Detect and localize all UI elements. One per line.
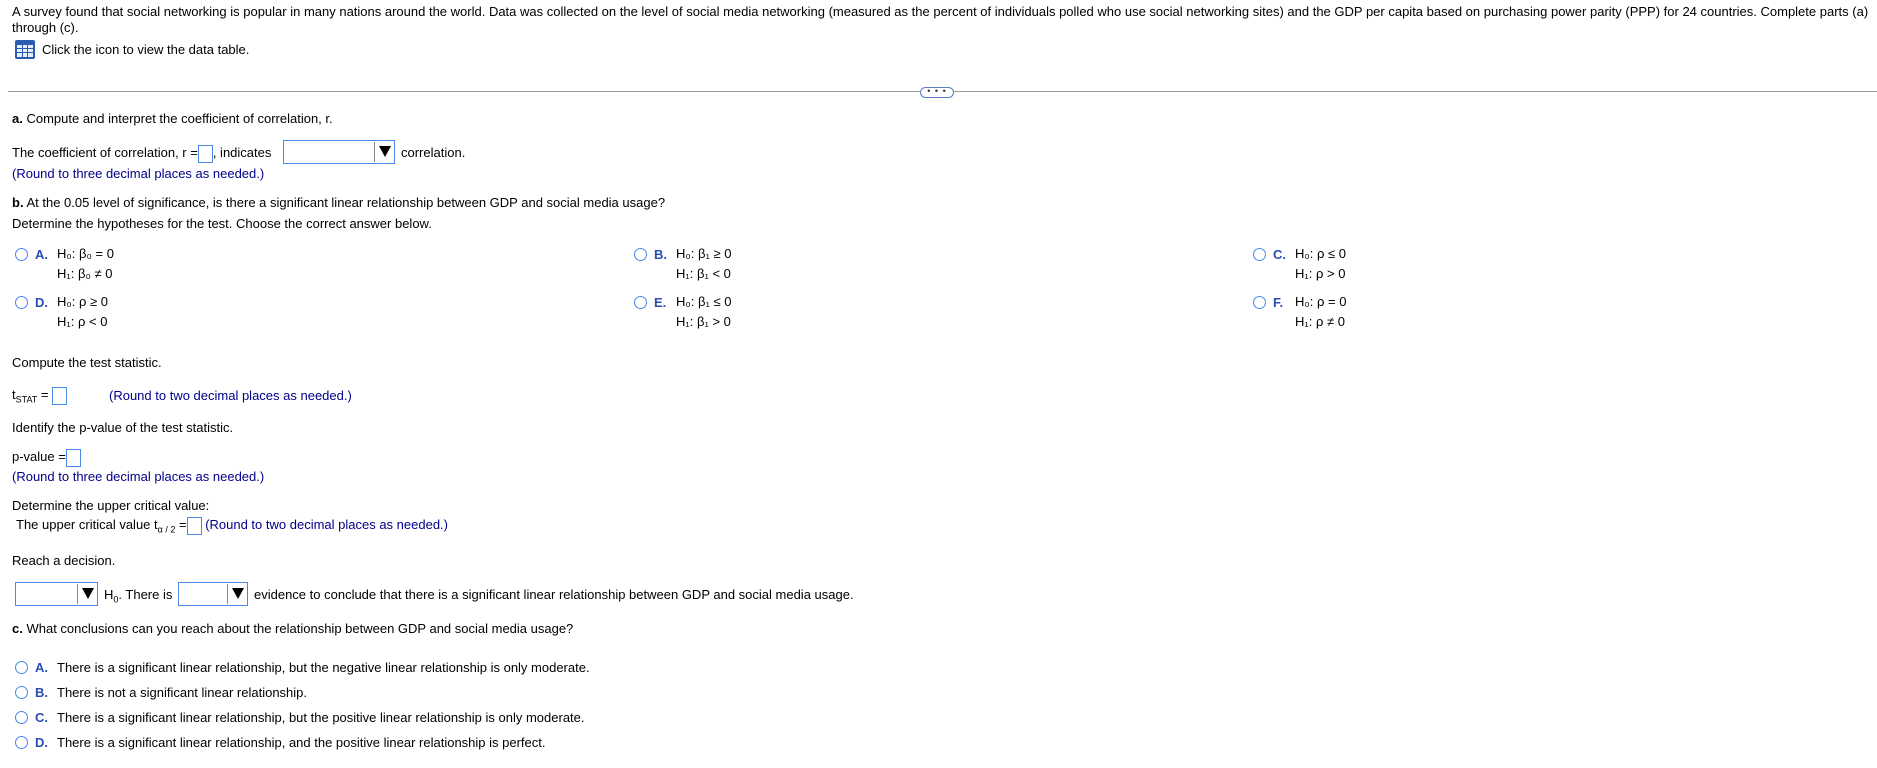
decision-h0: H [104, 587, 114, 602]
option-a-h1: H₁: β₀ ≠ 0 [57, 266, 113, 281]
decision-evidence-dropdown[interactable] [178, 582, 248, 606]
critical-prompt: Determine the upper critical value: [12, 498, 210, 513]
option-f-hypotheses [1295, 292, 1346, 332]
option-e-h1: H₁: β₁ > 0 [676, 314, 731, 329]
conclusion-c-letter: C. [35, 710, 48, 725]
part-a-prefix: a. [12, 111, 23, 126]
conclusion-b-text: There is not a significant linear relationship. [57, 685, 308, 700]
tstat-sub: STAT [15, 394, 38, 405]
data-table-link[interactable]: Click the icon to view the data table. [42, 42, 250, 57]
option-b-hypotheses [676, 244, 731, 284]
part-b-question-text: At the 0.05 level of significance, is there a significant linear relationship between GDP and social media usage? [26, 195, 666, 210]
chevron-down-icon [77, 584, 96, 604]
part-c-prefix: c. [12, 621, 23, 636]
conclusion-b-radio[interactable] [15, 686, 28, 699]
option-f-h0: H₀: ρ = 0 [1295, 294, 1347, 309]
option-c-h1: H₁: ρ > 0 [1295, 266, 1346, 281]
tstat-input[interactable] [52, 387, 67, 405]
correlation-strength-dropdown[interactable] [283, 140, 395, 164]
pvalue-label: p-value = [12, 449, 66, 464]
tstat-label: t [12, 387, 16, 402]
part-a-question [12, 111, 333, 126]
option-c-h0: H₀: ρ ≤ 0 [1295, 246, 1346, 261]
option-b-h1: H₁: β₁ < 0 [676, 266, 731, 281]
correlation-input[interactable] [198, 145, 213, 163]
option-d-h0: H₀: ρ ≥ 0 [57, 294, 108, 309]
option-f-letter: F. [1273, 295, 1284, 310]
critical-hint: (Round to two decimal places as needed.) [205, 517, 448, 532]
critical-label: The upper critical value t [16, 517, 158, 532]
hypotheses-instruction: Determine the hypotheses for the test. Choose the correct answer below. [12, 216, 432, 231]
critical-row [16, 516, 448, 539]
option-b-radio[interactable] [634, 248, 647, 261]
option-a-h0: H₀: β₀ = 0 [57, 246, 114, 261]
conclusion-a-radio[interactable] [15, 661, 28, 674]
option-c-hypotheses [1295, 244, 1346, 284]
decision-mid: . There is [118, 587, 173, 602]
critical-sub: α / 2 [157, 524, 176, 535]
option-f-radio[interactable] [1253, 296, 1266, 309]
correlation-label: The coefficient of correlation, r = [12, 145, 198, 160]
option-c-letter: C. [1273, 247, 1286, 262]
tstat-hint: (Round to two decimal places as needed.) [109, 388, 352, 403]
pvalue-row [12, 448, 81, 467]
tstat-row [12, 386, 67, 409]
expand-toggle[interactable]: • • • [920, 87, 954, 98]
critical-input[interactable] [187, 517, 202, 535]
data-table-icon[interactable] [15, 40, 35, 59]
pvalue-hint: (Round to three decimal places as needed.) [12, 469, 265, 484]
chevron-down-icon [374, 142, 393, 162]
correlation-end: correlation. [401, 145, 466, 160]
option-e-h0: H₀: β₁ ≤ 0 [676, 294, 732, 309]
option-d-radio[interactable] [15, 296, 28, 309]
conclusion-d-letter: D. [35, 735, 48, 750]
part-a-hint: (Round to three decimal places as needed.) [12, 166, 265, 181]
option-f-h1: H₁: ρ ≠ 0 [1295, 314, 1345, 329]
conclusion-d-radio[interactable] [15, 736, 28, 749]
critical-eq: = [175, 517, 187, 532]
conclusion-a-text: There is a significant linear relationship, but the negative linear relationship is only moderate. [57, 660, 590, 675]
pvalue-input[interactable] [66, 449, 81, 467]
option-a-hypotheses [57, 244, 114, 284]
option-d-hypotheses [57, 292, 108, 332]
conclusion-a-letter: A. [35, 660, 48, 675]
correlation-indicates: , indicates [212, 145, 272, 160]
conclusion-d-text: There is a significant linear relationship, and the positive linear relationship is perfect. [57, 735, 546, 750]
option-d-letter: D. [35, 295, 48, 310]
decision-prompt: Reach a decision. [12, 553, 116, 568]
decision-h0-text [104, 587, 172, 605]
part-b-prefix: b. [12, 195, 24, 210]
decision-end: evidence to conclude that there is a significant linear relationship between GDP and social media usage. [254, 587, 854, 602]
option-b-h0: H₀: β₁ ≥ 0 [676, 246, 732, 261]
tstat-eq: = [37, 387, 49, 402]
option-b-letter: B. [654, 247, 667, 262]
option-e-hypotheses [676, 292, 731, 332]
part-c-question-text: What conclusions can you reach about the relationship between GDP and social media usage? [26, 621, 574, 636]
option-e-radio[interactable] [634, 296, 647, 309]
chevron-down-icon [227, 584, 246, 604]
part-a-question-text: Compute and interpret the coefficient of correlation, r. [26, 111, 333, 126]
test-stat-prompt: Compute the test statistic. [12, 355, 162, 370]
part-c-question [12, 621, 573, 636]
option-e-letter: E. [654, 295, 667, 310]
option-a-radio[interactable] [15, 248, 28, 261]
option-c-radio[interactable] [1253, 248, 1266, 261]
intro-text: A survey found that social networking is popular in many nations around the world. Data was collected on the level of social media networking (measured as the percent of individuals polled who use social networking sites) and the GDP per capita based on purchasing power parity (PPP) for 24 countries. Complete parts (a) through (c). [12, 4, 1869, 35]
part-b-question [12, 195, 665, 210]
option-a-letter: A. [35, 247, 48, 262]
correlation-sentence [12, 144, 271, 163]
conclusion-c-text: There is a significant linear relationship, but the positive linear relationship is only moderate. [57, 710, 585, 725]
decision-reject-dropdown[interactable] [15, 582, 98, 606]
conclusion-b-letter: B. [35, 685, 48, 700]
conclusion-c-radio[interactable] [15, 711, 28, 724]
pvalue-prompt: Identify the p-value of the test statistic. [12, 420, 234, 435]
decision-h0-sub: 0 [113, 594, 119, 605]
option-d-h1: H₁: ρ < 0 [57, 314, 108, 329]
